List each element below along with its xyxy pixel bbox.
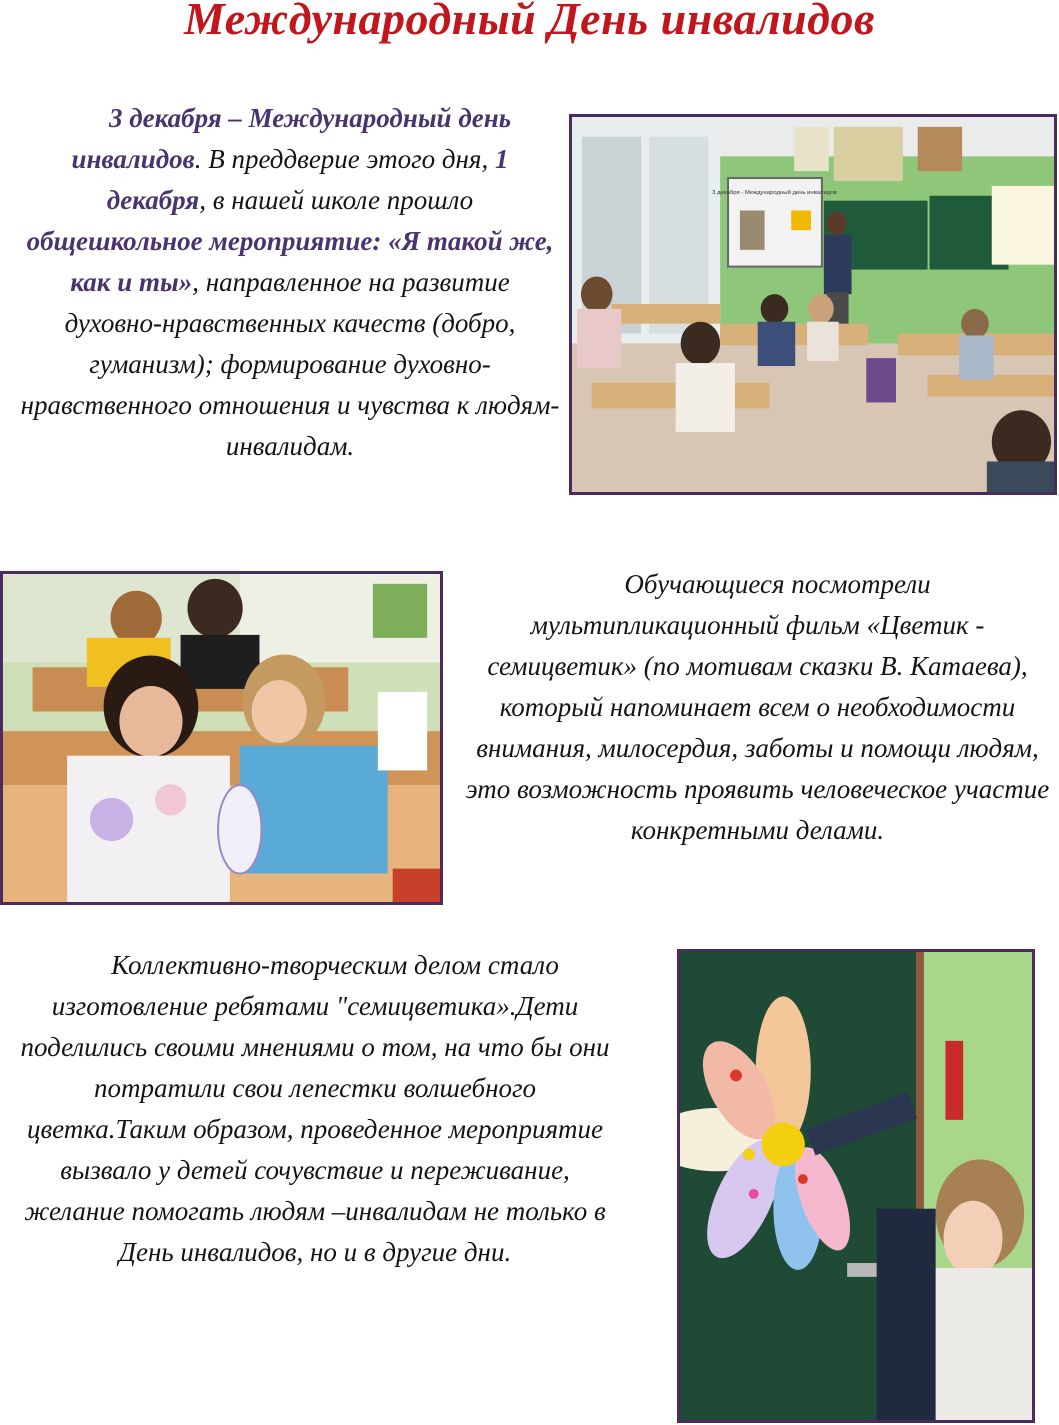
date-highlight: 3 декабря – Международный день инвалидов <box>71 103 512 174</box>
flower-board-photo <box>677 949 1035 1423</box>
intro-text-c: , направленное на развитие духовно-нравственных качеств (добро, гуманизм); формирование духовно-нравственного отношения и чувства к людям-инвалидам. <box>20 267 560 461</box>
intro-paragraph <box>20 98 560 467</box>
intro-text-a: . В преддверие этого дня, <box>194 144 495 174</box>
intro-text-b: , в нашей школе прошло <box>199 185 474 215</box>
classroom-photo <box>569 114 1057 495</box>
event-highlight: общешкольное мероприятие: «Я такой же, как и ты» <box>26 226 554 297</box>
cartoon-text: Обучающиеся посмотрели мультипликационный фильм «Цветик - семицветик» (по мотивам сказки В. Катаева), который напоминает всем о необходимости внимания, милосердия, заботы и помощи людям, это возможность проявить человеческое участие конкретными делами. <box>465 569 1050 845</box>
flower-text: Коллективно-творческим делом стало изготовление ребятами "семицветика».Дети поделились своими мнениями о том, на что бы они потратили свои лепестки волшебного цветка.Таким образом, проведенное мероприятие вызвало у детей сочувствие и переживание, желание помогать людям –инвалидам не только в День инвалидов, но и в другие дни. <box>20 950 610 1267</box>
date2-highlight: 1 декабря <box>106 144 509 215</box>
slide-text: 3 декабря - Международный день инвалидов <box>712 189 837 196</box>
cartoon-paragraph <box>460 564 1055 851</box>
flower-paragraph <box>15 945 615 1273</box>
page-title: Международный День инвалидов <box>183 0 876 44</box>
kids-drawing-photo <box>0 571 443 905</box>
